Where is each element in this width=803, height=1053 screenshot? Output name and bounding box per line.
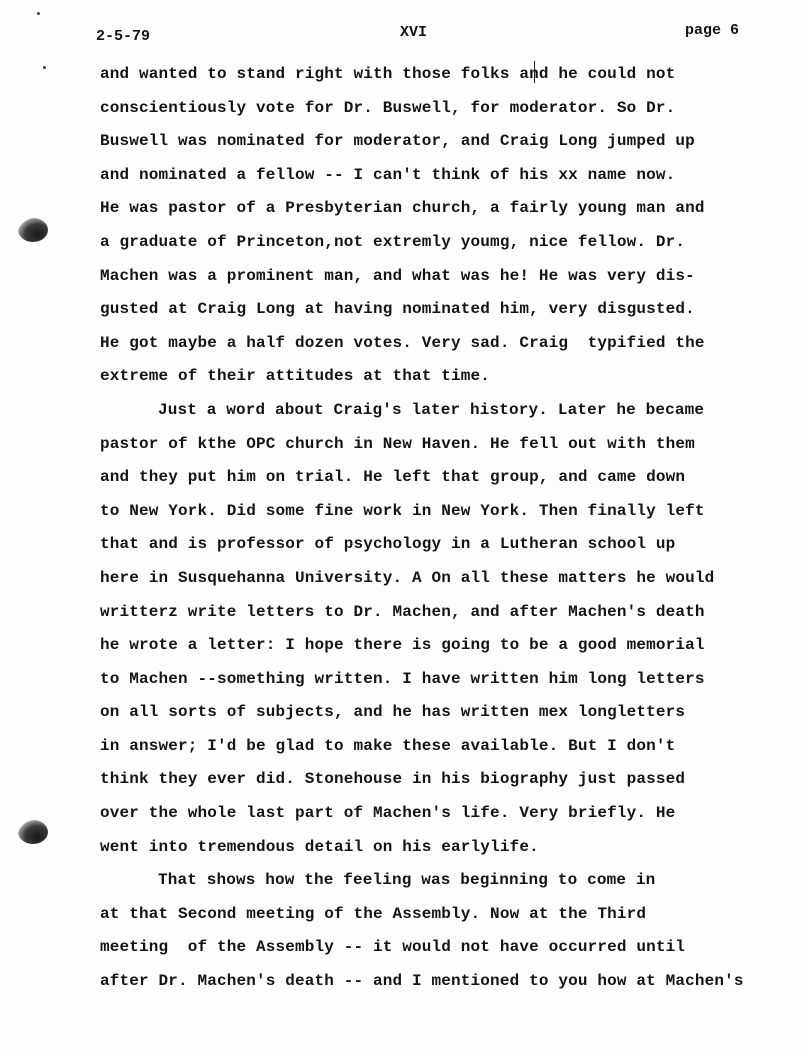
text-line: and wanted to stand right with those folks and he could not [100, 65, 676, 83]
punch-hole-bottom [18, 820, 48, 844]
text-line: conscientiously vote for Dr. Buswell, for moderator. So Dr. [100, 98, 676, 117]
text-line: Buswell was nominated for moderator, and Craig Long jumped up [100, 132, 695, 151]
text-line: on all sorts of subjects, and he has written mex longletters [100, 703, 686, 722]
text-line: Machen was a prominent man, and what was he! He was very dis- [100, 266, 695, 285]
text-line: writterz write letters to Dr. Machen, and after Machen's death [100, 602, 705, 621]
text-line: at that Second meeting of the Assembly. Now at the Third [100, 904, 647, 923]
paper-speck [37, 12, 40, 15]
text-line: extreme of their attitudes at that time. [100, 367, 491, 386]
punch-hole-top [18, 218, 48, 242]
text-line: He got maybe a half dozen votes. Very sad. Craig typified the [100, 333, 705, 352]
paragraph-start-line: That shows how the feeling was beginning to come in [158, 871, 656, 890]
text-line: pastor of kthe OPC church in New Haven. He fell out with them [100, 434, 695, 453]
header-page-number: page 6 [685, 22, 740, 39]
text-line: gusted at Craig Long at having nominated him, very disgusted. [100, 300, 695, 319]
header-section: XVI [400, 24, 428, 41]
page-header [0, 22, 803, 46]
text-line: He was pastor of a Presbyterian church, a fairly young man and [100, 199, 705, 218]
text-line: and nominated a fellow -- I can't think of his xx name now. [100, 165, 676, 184]
paragraph-start-line: Just a word about Craig's later history. Later he became [158, 400, 705, 419]
text-line: he wrote a letter: I hope there is going to be a good memorial [100, 636, 705, 655]
text-line: a graduate of Princeton,not extremly youmg, nice fellow. Dr. [100, 232, 686, 251]
text-line: and they put him on trial. He left that group, and came down [100, 468, 686, 487]
typed-text-body [100, 58, 800, 999]
paper-speck [43, 66, 46, 69]
text-line: over the whole last part of Machen's life. Very briefly. He [100, 804, 676, 823]
text-line: to Machen --something written. I have written him long letters [100, 669, 705, 688]
text-line: to New York. Did some fine work in New York. Then finally left [100, 501, 705, 520]
text-line: think they ever did. Stonehouse in his biography just passed [100, 770, 686, 789]
text-line: here in Susquehanna University. A On all these matters he would [100, 568, 715, 587]
text-line: in answer; I'd be glad to make these available. But I don't [100, 736, 676, 755]
text-line: that and is professor of psychology in a Lutheran school up [100, 535, 676, 554]
header-date: 2-5-79 [96, 28, 151, 45]
text-line: went into tremendous detail on his earlylife. [100, 837, 539, 856]
text-line: after Dr. Machen's death -- and I mentioned to you how at Machen's [100, 972, 744, 991]
text-line: meeting of the Assembly -- it would not have occurred until [100, 938, 686, 957]
